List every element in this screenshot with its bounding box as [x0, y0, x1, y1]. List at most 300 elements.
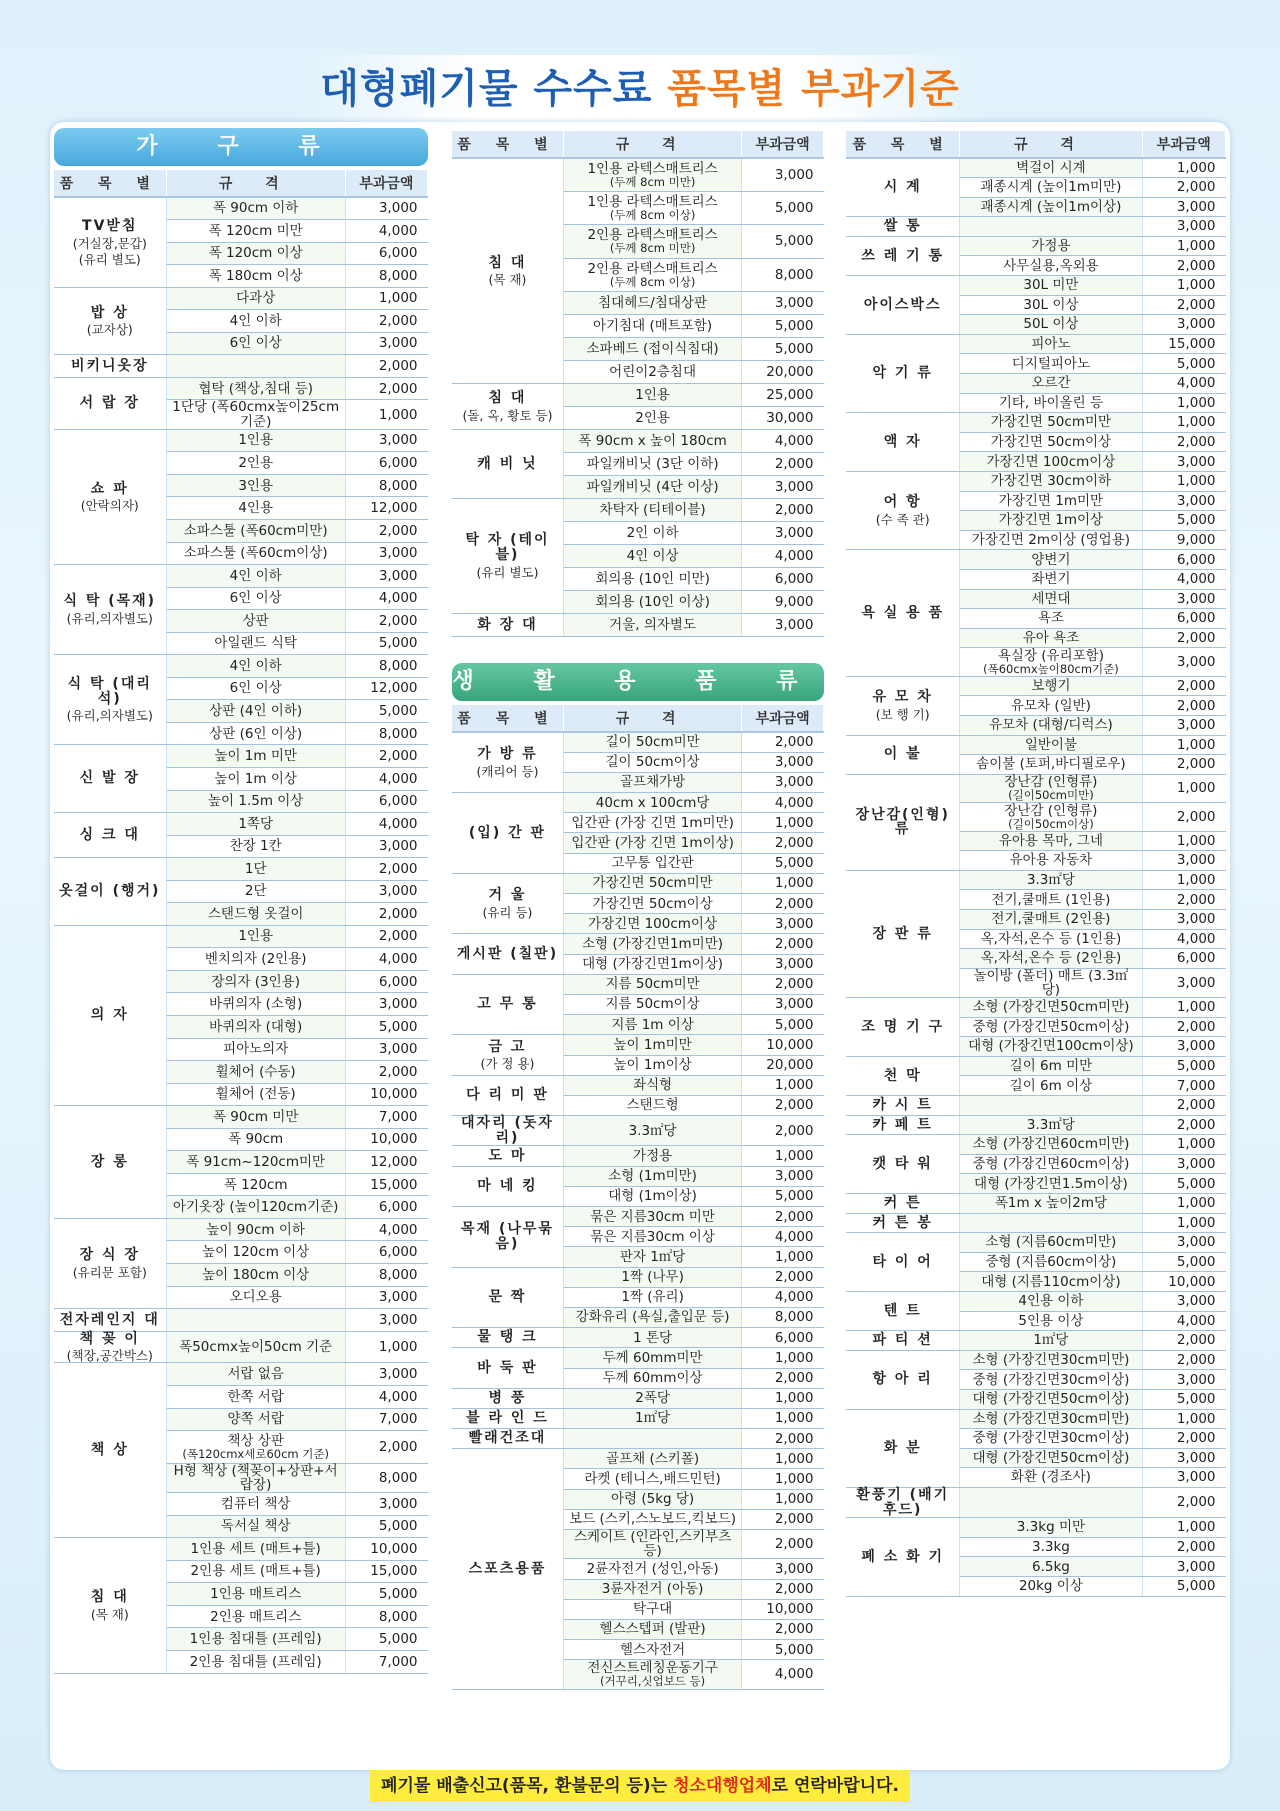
item-spec: 높이 1m 이상 — [166, 767, 345, 790]
item-category-name: 목재 (나무묶음) — [461, 1221, 554, 1252]
item-fee: 4,000 — [345, 1386, 427, 1409]
item-fee: 3,000 — [345, 1493, 427, 1516]
item-spec: 2인용 침대틀 (프레임) — [166, 1650, 345, 1673]
item-category-name: 식 탁 (대리석) — [67, 676, 152, 707]
item-category — [54, 925, 166, 1105]
item-fee: 1,000 — [345, 1331, 427, 1363]
item-spec: 골프채 (스키폴) — [563, 1449, 741, 1469]
item-fee: 8,000 — [742, 1307, 824, 1327]
table-row — [846, 472, 1226, 492]
item-category-name: 유 모 차 — [872, 689, 933, 706]
item-category-name: 천 막 — [883, 1067, 922, 1084]
item-spec: 중형 (가장긴면60cm이상) — [960, 1154, 1142, 1174]
item-fee: 1,000 — [742, 1449, 824, 1469]
item-spec: 1인용 — [166, 925, 345, 948]
item-spec: 2인용 — [563, 406, 741, 429]
item-fee: 3,000 — [742, 475, 824, 498]
item-category-name: 커 튼 봉 — [872, 1214, 933, 1231]
item-category — [452, 974, 563, 1035]
item-fee: 1,000 — [1142, 870, 1226, 890]
item-spec — [960, 1213, 1142, 1233]
item-fee: 2,000 — [742, 452, 824, 475]
item-fee: 3,000 — [1142, 1154, 1226, 1174]
item-spec: 대형 (가장긴면1m이상) — [563, 954, 741, 974]
item-fee: 3,000 — [345, 429, 427, 452]
table-row — [846, 1213, 1226, 1233]
item-spec: 헬스자전거 — [563, 1640, 741, 1660]
item-spec: 2폭당 — [563, 1388, 741, 1408]
item-spec: 휠체어 (수동) — [166, 1061, 345, 1084]
item-spec: 가장긴면 1m이상 — [960, 511, 1142, 531]
item-fee: 1,000 — [1142, 774, 1226, 802]
item-spec: 침대헤드/침대상판 — [563, 291, 741, 314]
header-fee: 부과금액 — [1142, 131, 1226, 158]
item-spec: 파일캐비닛 (4단 이상) — [563, 475, 741, 498]
item-fee: 2,000 — [1142, 256, 1226, 276]
item-category — [846, 334, 960, 412]
item-fee: 1,000 — [742, 1075, 824, 1095]
item-fee: 4,000 — [742, 544, 824, 567]
header-category: 품 목 별 — [54, 170, 166, 197]
item-fee: 3,000 — [345, 1286, 427, 1309]
item-spec: 소형 (지름60cm미만) — [960, 1233, 1142, 1253]
item-spec: 양쪽 서랍 — [166, 1408, 345, 1431]
item-spec: 장난감 (인형류) (길이50cm미만) — [960, 774, 1142, 802]
table-row — [54, 565, 428, 588]
item-spec: 폭1m x 높이2m당 — [960, 1193, 1142, 1213]
item-category — [452, 732, 563, 793]
table-row — [452, 974, 824, 994]
item-fee: 9,000 — [742, 590, 824, 613]
table-row — [54, 1106, 428, 1129]
item-fee: 2,000 — [742, 1530, 824, 1559]
item-category-name: 환풍기 (배기후드) — [856, 1486, 950, 1518]
item-category-note: (유리문 포함) — [72, 1264, 147, 1280]
item-spec: 높이 120cm 이상 — [166, 1241, 345, 1264]
item-category — [846, 774, 960, 870]
table-row — [452, 1166, 824, 1186]
table-row — [846, 1331, 1226, 1351]
item-fee: 5,000 — [345, 1515, 427, 1538]
item-category-note: (유리 별도) — [476, 564, 539, 580]
item-fee: 4,000 — [742, 1227, 824, 1247]
item-spec: 3륜자전거 (아동) — [563, 1579, 741, 1599]
item-spec: 스케이트 (인라인,스키부츠 등) — [563, 1530, 741, 1559]
item-spec: 묶은 지름30cm 미만 — [563, 1207, 741, 1227]
item-category — [452, 1348, 563, 1388]
item-spec: 판자 1㎡당 — [563, 1247, 741, 1267]
item-fee: 3,000 — [1142, 909, 1226, 929]
item-category-name: 신 발 장 — [79, 770, 140, 787]
fee-table-household — [846, 131, 1226, 1597]
item-category — [846, 870, 960, 997]
item-spec: 중형 (가장긴면50cm이상) — [960, 1017, 1142, 1037]
item-spec: 소형 (가장긴면1m미만) — [563, 934, 741, 954]
item-fee: 4,000 — [742, 1287, 824, 1307]
item-spec: 폭 90cm — [166, 1128, 345, 1151]
item-fee: 1,000 — [742, 1348, 824, 1368]
item-category — [846, 1193, 960, 1213]
table-row — [846, 1487, 1226, 1517]
item-category — [54, 655, 166, 745]
item-spec: 2인용 라텍스매트리스 (두께 8cm 이상) — [563, 258, 741, 291]
item-fee: 8,000 — [345, 1264, 427, 1287]
item-fee: 4,000 — [345, 767, 427, 790]
item-spec: 폭 120cm 이상 — [166, 242, 345, 265]
item-spec: 길이 6m 이상 — [960, 1076, 1142, 1096]
item-fee: 3,000 — [1142, 968, 1226, 997]
footer-highlight: 청소대행업체 — [673, 1776, 772, 1796]
header-fee: 부과금액 — [742, 131, 824, 158]
item-spec: 중형 (지름60cm이상) — [960, 1252, 1142, 1272]
item-category — [452, 1429, 563, 1449]
item-fee: 8,000 — [345, 655, 427, 678]
item-fee: 4,000 — [1142, 374, 1226, 394]
item-category-name: 장 롱 — [90, 1153, 129, 1170]
item-fee: 3,000 — [742, 1559, 824, 1579]
footer-text-post: 로 연락바랍니다. — [771, 1776, 899, 1796]
item-fee: 2,000 — [1142, 1487, 1226, 1517]
item-fee: 4,000 — [345, 1218, 427, 1241]
item-spec: 가정용 — [960, 236, 1142, 256]
item-spec: 상판 (4인 이하) — [166, 700, 345, 723]
item-category-name: 마 네 킹 — [477, 1177, 538, 1194]
item-spec: 높이 1m 미만 — [166, 745, 345, 768]
item-spec: 가장긴면 50cm미만 — [563, 873, 741, 893]
item-spec: 어린이2층침대 — [563, 360, 741, 383]
item-fee: 3,000 — [1142, 851, 1226, 871]
header-fee: 부과금액 — [742, 705, 824, 732]
item-category — [54, 1538, 166, 1673]
right-column — [846, 131, 1226, 1597]
item-category-name: 식 탁 (목재) — [63, 593, 157, 610]
item-fee: 2,000 — [742, 1116, 824, 1146]
table-row — [54, 813, 428, 836]
item-spec: 고무통 입간판 — [563, 853, 741, 873]
item-fee: 2,000 — [1142, 178, 1226, 198]
item-spec: 바퀴의자 (대형) — [166, 1015, 345, 1038]
item-fee: 3,000 — [345, 1363, 427, 1386]
table-row — [54, 1218, 428, 1241]
item-spec: 솜이불 (토퍼,바디필로우) — [960, 755, 1142, 775]
item-fee: 1,000 — [1142, 413, 1226, 433]
item-fee: 20,000 — [742, 360, 824, 383]
item-spec: 좌식형 — [563, 1075, 741, 1095]
item-spec: 5인용 이상 — [960, 1311, 1142, 1331]
item-spec: 사무실용,옥외용 — [960, 256, 1142, 276]
item-fee: 7,000 — [345, 1106, 427, 1129]
table-row — [54, 287, 428, 310]
item-category-name: 고 무 통 — [477, 996, 538, 1013]
item-fee: 1,000 — [742, 813, 824, 833]
item-spec: 가장긴면 1m미만 — [960, 491, 1142, 511]
item-spec: 1인용 라텍스매트리스 (두께 8cm 미만) — [563, 158, 741, 191]
item-fee: 6,000 — [1142, 609, 1226, 629]
item-category-name: 아이스박스 — [863, 296, 942, 313]
item-spec: 4인용 — [166, 497, 345, 520]
header-spec: 규 격 — [563, 131, 741, 158]
item-fee: 2,000 — [742, 894, 824, 914]
item-fee: 3,000 — [742, 994, 824, 1014]
item-fee: 1,000 — [345, 400, 427, 429]
item-spec: 가장긴면 50cm이상 — [563, 894, 741, 914]
item-spec: 소파베드 (접이식침대) — [563, 337, 741, 360]
item-fee: 5,000 — [742, 191, 824, 224]
item-category — [452, 1035, 563, 1075]
item-category-name: 텐 트 — [883, 1302, 922, 1319]
item-fee: 3,000 — [1142, 589, 1226, 609]
item-fee: 1,000 — [742, 1146, 824, 1166]
item-spec: 6인 이상 — [166, 587, 345, 610]
item-spec: 다과상 — [166, 287, 345, 310]
table-row — [54, 925, 428, 948]
item-spec: 폭 180cm 이상 — [166, 265, 345, 288]
item-fee: 1,000 — [742, 1408, 824, 1428]
item-spec: 가장긴면 100cm이상 — [960, 452, 1142, 472]
table-row — [54, 377, 428, 400]
table-row — [452, 1146, 824, 1166]
item-category — [54, 1331, 166, 1363]
item-category-name: 욕 실 용 품 — [861, 604, 945, 621]
item-spec: 벤치의자 (2인용) — [166, 948, 345, 971]
item-category-name: 탁 자 (테이블) — [465, 532, 550, 563]
item-fee: 3,000 — [345, 880, 427, 903]
table-row — [846, 217, 1226, 237]
item-spec: 지름 50cm이상 — [563, 994, 741, 1014]
item-fee: 3,000 — [1142, 1468, 1226, 1488]
header-category: 품 목 별 — [452, 705, 563, 732]
item-category — [54, 429, 166, 564]
item-spec: 소형 (가장긴면50cm미만) — [960, 998, 1142, 1018]
item-spec: 유아용 자동차 — [960, 851, 1142, 871]
item-category-name: 쇼 파 — [90, 480, 129, 497]
header-fee: 부과금액 — [345, 170, 427, 197]
item-spec: 1인용 침대틀 (프레임) — [166, 1628, 345, 1651]
item-spec: 폭 120cm 미만 — [166, 220, 345, 243]
table-row — [452, 732, 824, 752]
item-category — [846, 1487, 960, 1517]
title-banner — [300, 55, 980, 123]
item-spec: 4인 이상 — [563, 544, 741, 567]
table-row — [846, 413, 1226, 433]
item-category-name: 스포츠용품 — [468, 1560, 547, 1577]
item-fee: 2,000 — [345, 355, 427, 378]
item-fee: 5,000 — [1142, 1252, 1226, 1272]
item-fee: 6,000 — [345, 790, 427, 813]
title-part1: 대형폐기물 수수료 — [320, 66, 668, 112]
item-fee: 8,000 — [345, 1605, 427, 1628]
item-category-name: 화 장 대 — [477, 616, 538, 633]
table-row — [452, 498, 824, 521]
item-fee: 5,000 — [1142, 1389, 1226, 1409]
item-spec: 길이 50cm이상 — [563, 752, 741, 772]
item-fee: 2,000 — [345, 745, 427, 768]
table-row — [846, 870, 1226, 890]
item-fee: 2,000 — [1142, 1537, 1226, 1557]
item-fee: 5,000 — [742, 225, 824, 258]
item-category — [452, 934, 563, 974]
table-row — [452, 1429, 824, 1449]
middle-column-top — [452, 131, 824, 637]
item-spec: 세면대 — [960, 589, 1142, 609]
item-fee: 2,000 — [742, 1368, 824, 1388]
item-spec: 대형 (가장긴면1.5m이상) — [960, 1174, 1142, 1194]
item-spec: 입간판 (가장 긴면 1m미만) — [563, 813, 741, 833]
item-fee: 10,000 — [345, 1128, 427, 1151]
item-spec: 피아노 — [960, 334, 1142, 354]
fee-table-living — [452, 705, 824, 1690]
item-spec: 1 톤당 — [563, 1328, 741, 1348]
item-category — [452, 1207, 563, 1268]
item-category-name: 침 대 — [90, 1588, 129, 1605]
item-spec: 스탠드형 옷걸이 — [166, 903, 345, 926]
header-category: 품 목 별 — [452, 131, 563, 158]
table-row — [452, 1267, 824, 1287]
living-column — [452, 663, 824, 1690]
item-category — [846, 1233, 960, 1292]
item-spec: 욕실장 (유리포함) (폭60cmx높이80cm기준) — [960, 648, 1142, 676]
item-spec: 좌변기 — [960, 569, 1142, 589]
item-category — [452, 1116, 563, 1146]
item-spec: 1인용 라텍스매트리스 (두께 8cm 이상) — [563, 191, 741, 224]
item-category — [54, 1309, 166, 1332]
item-category — [846, 998, 960, 1057]
item-category-name: 시 계 — [883, 179, 922, 196]
item-fee: 2,000 — [742, 498, 824, 521]
item-category — [846, 158, 960, 217]
item-category-note: (유리,의자별도) — [66, 708, 153, 724]
table-row — [452, 1116, 824, 1146]
item-fee: 5,000 — [742, 337, 824, 360]
item-fee: 3,000 — [1142, 315, 1226, 335]
item-spec: 1인용 매트리스 — [166, 1583, 345, 1606]
item-spec: 전신스트레칭운동기구 (거꾸리,싯업보드 등) — [563, 1660, 741, 1689]
item-fee: 3,000 — [345, 542, 427, 565]
item-fee: 8,000 — [345, 474, 427, 497]
item-spec: 30L 이상 — [960, 295, 1142, 315]
footer-notice — [370, 1770, 910, 1802]
item-fee: 1,000 — [1142, 276, 1226, 296]
item-category-note: (거실장,문갑) — [72, 235, 147, 251]
table-row — [846, 236, 1226, 256]
item-category-name: 장난감(인형)류 — [855, 806, 950, 838]
item-fee: 3,000 — [1142, 452, 1226, 472]
item-fee: 2,000 — [1142, 432, 1226, 452]
item-category-name: 악 기 류 — [872, 365, 933, 382]
item-fee: 5,000 — [345, 700, 427, 723]
item-category-name: 빨래건조대 — [468, 1430, 547, 1447]
item-category-name: 침 대 — [488, 389, 527, 406]
fee-table-furniture — [54, 170, 428, 1674]
item-fee: 10,000 — [742, 1599, 824, 1619]
item-fee: 3,000 — [1142, 217, 1226, 237]
item-fee: 2,000 — [742, 1579, 824, 1599]
item-fee: 12,000 — [345, 497, 427, 520]
table-row — [54, 858, 428, 881]
item-fee: 3,000 — [345, 993, 427, 1016]
item-fee: 3,000 — [345, 835, 427, 858]
item-spec: 장의자 (3인용) — [166, 970, 345, 993]
item-spec: 소형 (가장긴면60cm미만) — [960, 1135, 1142, 1155]
item-spec: 묶은 지름30cm 이상 — [563, 1227, 741, 1247]
item-category — [846, 472, 960, 550]
item-spec: 강화유리 (욕실,출입문 등) — [563, 1307, 741, 1327]
item-fee: 10,000 — [742, 1035, 824, 1055]
item-category — [452, 1408, 563, 1428]
item-spec: 높이 1m미만 — [563, 1035, 741, 1055]
item-category-name: 도 마 — [488, 1147, 527, 1164]
item-fee: 2,000 — [345, 377, 427, 400]
item-category-name: 항 아 리 — [872, 1371, 933, 1388]
item-spec: 대형 (지름110cm이상) — [960, 1272, 1142, 1292]
item-spec: 라켓 (테니스,배드민턴) — [563, 1469, 741, 1489]
title-part2: 품목별 부과기준 — [667, 66, 960, 112]
item-category — [846, 413, 960, 472]
item-category — [846, 676, 960, 735]
item-spec: 입간판 (가장 긴면 1m이상) — [563, 833, 741, 853]
item-spec: 2단 — [166, 880, 345, 903]
page-title — [300, 55, 980, 123]
item-fee: 8,000 — [345, 265, 427, 288]
item-spec: 회의용 (10인 미만) — [563, 567, 741, 590]
item-spec: 욕조 — [960, 609, 1142, 629]
item-fee: 5,000 — [1142, 1174, 1226, 1194]
item-spec: 휠체어 (전동) — [166, 1083, 345, 1106]
item-spec: 가장긴면 50cm이상 — [960, 432, 1142, 452]
item-category-name: 옷걸이 (행거) — [59, 883, 161, 900]
item-fee: 2,000 — [742, 1207, 824, 1227]
item-spec: 헬스스텝퍼 (발판) — [563, 1619, 741, 1639]
table-row — [452, 1075, 824, 1095]
item-spec: 폭 90cm x 높이 180cm — [563, 429, 741, 452]
item-category — [452, 1166, 563, 1206]
item-spec — [166, 355, 345, 378]
item-category — [54, 565, 166, 655]
item-fee: 6,000 — [345, 242, 427, 265]
item-spec: 골프채가방 — [563, 772, 741, 792]
item-fee: 12,000 — [345, 1151, 427, 1174]
item-fee: 1,000 — [1142, 1213, 1226, 1233]
item-spec: 탁구대 — [563, 1599, 741, 1619]
item-category-note: (캐리어 등) — [476, 763, 539, 779]
table-row — [54, 1538, 428, 1561]
item-spec: 1단 — [166, 858, 345, 881]
item-spec: 독서실 책상 — [166, 1515, 345, 1538]
item-category — [846, 1115, 960, 1135]
item-category — [54, 197, 166, 287]
item-category-name: 싱 크 대 — [79, 826, 140, 843]
item-category — [452, 1388, 563, 1408]
item-spec: 거울, 의자별도 — [563, 613, 741, 636]
item-fee: 1,000 — [742, 1469, 824, 1489]
item-category-note: (보 행 기) — [875, 706, 930, 722]
item-spec: 길이 6m 미만 — [960, 1056, 1142, 1076]
item-fee: 5,000 — [742, 1015, 824, 1035]
item-spec: 길이 50cm미만 — [563, 732, 741, 752]
item-spec: 가장긴면 50cm미만 — [960, 413, 1142, 433]
item-spec: 대형 (가장긴면100cm이상) — [960, 1037, 1142, 1057]
item-spec: 상판 — [166, 610, 345, 633]
table-row — [846, 1518, 1226, 1538]
item-spec: 3.3㎡당 — [563, 1116, 741, 1146]
item-spec: 소형 (가장긴면30cm미만) — [960, 1350, 1142, 1370]
item-spec: 컴퓨터 책상 — [166, 1493, 345, 1516]
item-category — [452, 498, 563, 613]
item-category — [54, 1218, 166, 1308]
item-spec: 1짝 (나무) — [563, 1267, 741, 1287]
item-spec: 일반이불 — [960, 735, 1142, 755]
item-category-note: (목 재) — [488, 272, 527, 288]
